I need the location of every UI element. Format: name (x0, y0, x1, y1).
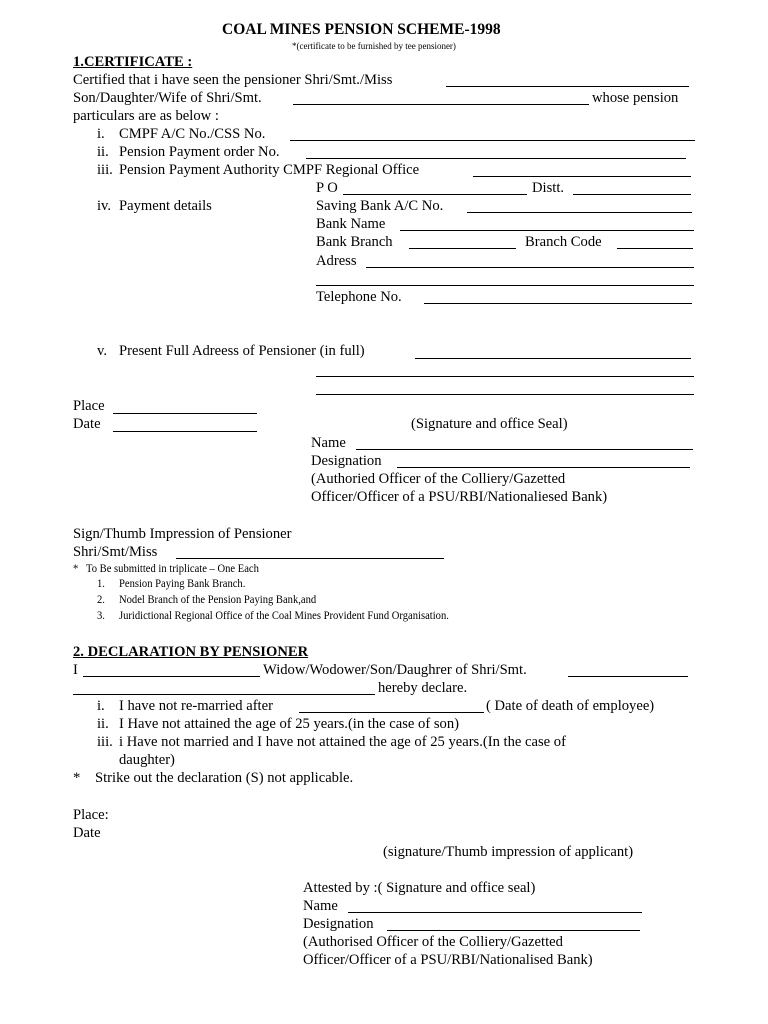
place-label: Place (73, 398, 105, 414)
list-item-number: 3. (97, 610, 105, 622)
telephone-field[interactable] (424, 303, 692, 304)
place-field[interactable] (113, 413, 257, 414)
po-field[interactable] (343, 194, 527, 195)
intro-line-3: particulars are as below : (73, 108, 219, 124)
list-item-number: 1. (97, 578, 105, 590)
list-item-text: Pension Paying Bank Branch. (119, 578, 246, 590)
list-item-text: Juridictional Regional Office of the Coal Mines Provident Fund Organisation. (119, 610, 449, 622)
relation-shri-field[interactable] (568, 676, 688, 677)
telephone-label: Telephone No. (316, 289, 402, 305)
pensioner-shri-field[interactable] (176, 558, 444, 559)
form-title: COAL MINES PENSION SCHEME-1998 (222, 21, 501, 38)
bank-name-field[interactable] (400, 230, 694, 231)
attesting-officer-line-1: (Authorised Officer of the Colliery/Gazetted (303, 934, 563, 950)
payment-details-label: Payment details (119, 198, 212, 214)
form-subtitle: *(certificate to be furnished by tee pensioner) (292, 41, 456, 51)
strike-star: * (73, 770, 81, 786)
signature-seal-label: (Signature and office Seal) (411, 416, 568, 432)
certificate-heading: 1.CERTIFICATE : (73, 54, 193, 70)
present-address-field-2[interactable] (316, 376, 694, 377)
po-label: P O (316, 180, 338, 196)
hereby-declare: hereby declare. (378, 680, 468, 696)
attesting-name-label: Name (303, 898, 338, 914)
item-ii-number: ii. (97, 144, 109, 160)
branch-code-field[interactable] (617, 248, 693, 249)
bank-branch-label: Bank Branch (316, 234, 393, 250)
officer-designation-field[interactable] (397, 467, 690, 468)
item-i-number: i. (97, 126, 105, 142)
not-married-statement: i Have not married and I have not attained the age of 25 years.(In the case of (119, 734, 566, 750)
strike-note: Strike out the declaration (S) not applicable. (95, 770, 354, 786)
address-field-1[interactable] (366, 267, 694, 268)
relation-shri-field-2[interactable] (73, 694, 375, 695)
cmpf-account-label: CMPF A/C No./CSS No. (119, 126, 266, 142)
authorised-officer-line-1: (Authoried Officer of the Colliery/Gazetted (311, 471, 566, 487)
branch-code-label: Branch Code (525, 234, 602, 250)
pensioner-shri-label: Shri/Smt/Miss (73, 544, 158, 560)
not-married-statement-cont: daughter) (119, 752, 175, 768)
pensioner-name-field[interactable] (446, 86, 689, 87)
date-label: Date (73, 416, 101, 432)
cmpf-account-field[interactable] (290, 140, 695, 141)
intro-line-2a: Son/Daughter/Wife of Shri/Smt. (73, 90, 262, 106)
relation-name-field[interactable] (293, 104, 589, 105)
declarant-name-field[interactable] (83, 676, 260, 677)
decl-item-i-number: i. (97, 698, 105, 714)
saving-bank-label: Saving Bank A/C No. (316, 198, 444, 214)
not-remarried-label: I have not re-married after (119, 698, 273, 714)
item-v-number: v. (97, 343, 107, 359)
applicant-signature-label: (signature/Thumb impression of applicant) (383, 844, 634, 860)
attesting-officer-line-2: Officer/Officer of a PSU/RBI/Nationalised Bank) (303, 952, 593, 968)
ppo-field[interactable] (306, 158, 686, 159)
date-field[interactable] (113, 431, 257, 432)
declaration-heading: 2. DECLARATION BY PENSIONER (73, 644, 309, 660)
bank-name-label: Bank Name (316, 216, 386, 232)
death-date-label: ( Date of death of employee) (486, 698, 655, 714)
decl-item-ii-number: ii. (97, 716, 109, 732)
saving-bank-field[interactable] (467, 212, 692, 213)
ppa-label: Pension Payment Authority CMPF Regional Office (119, 162, 420, 178)
regional-office-field[interactable] (473, 176, 691, 177)
distt-label: Distt. (532, 180, 565, 196)
relation-label: Widow/Wodower/Son/Daughrer of Shri/Smt. (263, 662, 527, 678)
decl-place-label: Place: (73, 807, 109, 823)
address-field-2[interactable] (316, 285, 694, 286)
sign-thumb-label: Sign/Thumb Impression of Pensioner (73, 526, 292, 542)
officer-name-field[interactable] (356, 449, 693, 450)
intro-line-1: Certified that i have seen the pensioner Shri/Smt./Miss (73, 72, 393, 88)
declaration-i-label: I (73, 662, 78, 678)
present-address-field-3[interactable] (316, 394, 694, 395)
present-address-field-1[interactable] (415, 358, 691, 359)
attested-by-label: Attested by :( Signature and office seal) (303, 880, 536, 896)
bank-branch-field[interactable] (409, 248, 516, 249)
list-item-text: Nodel Branch of the Pension Paying Bank,and (119, 594, 317, 606)
attesting-name-field[interactable] (348, 912, 642, 913)
triplicate-note: To Be submitted in triplicate – One Each (86, 563, 259, 575)
ppo-label: Pension Payment order No. (119, 144, 280, 160)
distt-field[interactable] (573, 194, 691, 195)
intro-line-2b: whose pension (592, 90, 679, 106)
note-star: * (73, 563, 79, 575)
death-date-field[interactable] (299, 712, 484, 713)
decl-date-label: Date (73, 825, 101, 841)
present-address-label: Present Full Adreess of Pensioner (in full) (119, 343, 365, 359)
item-iii-number: iii. (97, 162, 113, 178)
item-iv-number: iv. (97, 198, 112, 214)
list-item-number: 2. (97, 594, 105, 606)
officer-designation-label: Designation (311, 453, 382, 469)
age-son-statement: I Have not attained the age of 25 years.(in the case of son) (119, 716, 459, 732)
attesting-designation-label: Designation (303, 916, 374, 932)
decl-item-iii-number: iii. (97, 734, 113, 750)
officer-name-label: Name (311, 435, 346, 451)
authorised-officer-line-2: Officer/Officer of a PSU/RBI/Nationaliesed Bank) (311, 489, 608, 505)
attesting-designation-field[interactable] (387, 930, 640, 931)
address-label: Adress (316, 253, 357, 269)
